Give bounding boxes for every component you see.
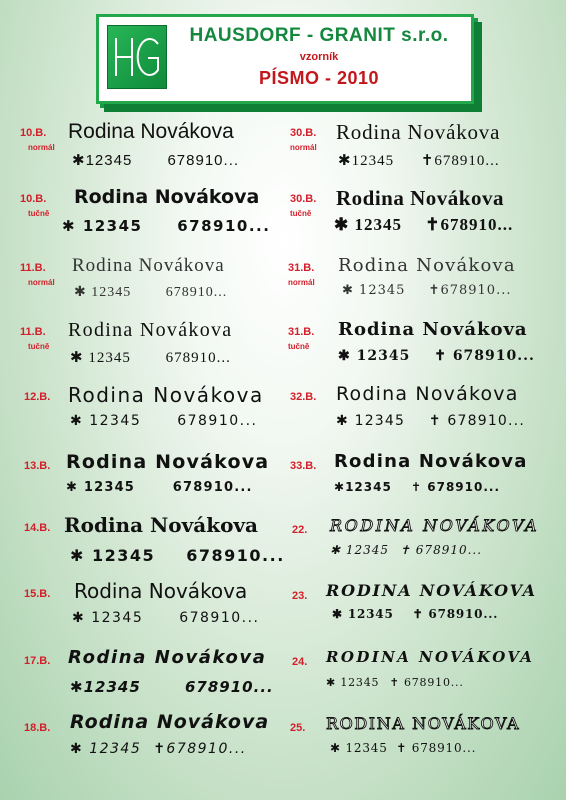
cross-icon: ✝ bbox=[153, 741, 167, 757]
company-name: HAUSDORF - GRANIT s.r.o. bbox=[189, 25, 449, 46]
sample-name: RODINA NOVÁKOVA bbox=[326, 581, 537, 600]
sample-dates bbox=[70, 741, 247, 757]
header-banner bbox=[96, 14, 474, 104]
birth-number: 12345 bbox=[345, 480, 392, 494]
birth-number: 12345 bbox=[91, 610, 144, 626]
death-number: 678910... bbox=[434, 153, 500, 169]
birth-star-icon: ✱ bbox=[342, 283, 354, 298]
font-code: 22. bbox=[292, 524, 308, 536]
sample-name: Rodina Novákova bbox=[68, 120, 234, 143]
sample-name: Rodina Novákova bbox=[66, 451, 270, 473]
birth-star-icon: ✱ bbox=[330, 543, 342, 557]
font-code: 15.B. bbox=[24, 588, 51, 600]
cross-icon: ✝ bbox=[428, 413, 442, 429]
birth-number: 12345 bbox=[351, 153, 395, 169]
font-code: 31.B. bbox=[288, 326, 315, 338]
birth-star-icon: ✱ bbox=[334, 480, 346, 494]
font-code: 25. bbox=[290, 722, 306, 734]
cross-icon: ✝ bbox=[425, 215, 441, 234]
birth-number: 12345 bbox=[89, 413, 142, 429]
font-code: 33.B. bbox=[290, 460, 317, 472]
birth-number: 12345 bbox=[82, 217, 143, 235]
font-code: 32.B. bbox=[290, 391, 317, 403]
font-code: 31.B. bbox=[288, 262, 315, 274]
sample-dates bbox=[74, 284, 227, 301]
birth-star-icon: ✱ bbox=[70, 741, 84, 757]
sample-dates bbox=[326, 676, 464, 689]
death-number: 678910... bbox=[440, 283, 512, 298]
sample-dates bbox=[70, 546, 285, 565]
birth-star-icon: ✱ bbox=[326, 676, 337, 689]
font-code: 24. bbox=[292, 656, 308, 668]
birth-number: 12345 bbox=[345, 741, 388, 755]
sample-name: Rodina Novákova bbox=[74, 579, 248, 603]
birth-number: 12345 bbox=[356, 348, 411, 364]
birth-number: 12345 bbox=[359, 283, 406, 298]
sample-dates bbox=[62, 217, 270, 235]
cross-icon: ✝ bbox=[428, 283, 441, 298]
death-number: 678910... bbox=[427, 480, 501, 494]
cross-icon: ✝ bbox=[389, 676, 400, 689]
font-weight-label: tučně bbox=[290, 209, 312, 218]
sample-name: Rodina Novákova bbox=[68, 319, 233, 341]
hg-logo-icon bbox=[110, 30, 164, 84]
birth-star-icon: ✱ bbox=[70, 546, 85, 565]
font-code: 10.B. bbox=[20, 193, 47, 205]
font-weight-label: normál bbox=[28, 278, 55, 287]
sample-name: Rodina Novákova bbox=[336, 186, 504, 210]
death-number: 678910... bbox=[179, 610, 260, 626]
birth-number: 12345 bbox=[89, 741, 142, 757]
sample-dates bbox=[334, 480, 500, 494]
sample-name: Rodina Novákova bbox=[70, 711, 270, 733]
birth-number: 12345 bbox=[91, 285, 132, 300]
sample-dates bbox=[330, 543, 482, 557]
sample-dates bbox=[334, 215, 513, 235]
font-code: 30.B. bbox=[290, 193, 317, 205]
font-code: 14.B. bbox=[24, 522, 51, 534]
birth-star-icon: ✱ bbox=[72, 152, 86, 169]
sample-name: Rodina Novákova bbox=[74, 186, 260, 208]
hg-logo bbox=[107, 25, 167, 89]
death-number: 678910... bbox=[165, 285, 228, 300]
death-number: 678910... bbox=[186, 546, 285, 565]
sample-dates bbox=[72, 151, 239, 169]
birth-star-icon: ✱ bbox=[334, 215, 350, 234]
cross-icon: ✝ bbox=[420, 153, 435, 169]
death-number: 678910... bbox=[411, 741, 477, 755]
sample-dates bbox=[332, 607, 498, 621]
sample-name: Rodina Novákova bbox=[334, 451, 528, 472]
sample-name: RODINA NOVÁKOVA bbox=[326, 648, 535, 666]
font-code: 17.B. bbox=[24, 655, 51, 667]
birth-star-icon: ✱ bbox=[74, 285, 87, 300]
birth-number: 12345 bbox=[88, 350, 131, 366]
death-number: 678910... bbox=[177, 217, 271, 235]
sample-name: Rodina Novákova bbox=[68, 383, 264, 407]
font-code: 11.B. bbox=[20, 326, 46, 338]
sample-dates bbox=[72, 610, 259, 626]
birth-number: 12345 bbox=[354, 413, 406, 429]
death-number: 678910... bbox=[415, 543, 483, 557]
font-code: 12.B. bbox=[24, 391, 51, 403]
font-code: 13.B. bbox=[24, 460, 51, 472]
birth-star-icon: ✱ bbox=[336, 413, 349, 429]
sample-dates bbox=[70, 678, 274, 696]
death-number: 678910... bbox=[440, 215, 514, 234]
birth-number: 12345 bbox=[354, 215, 402, 234]
birth-star-icon: ✱ bbox=[330, 741, 341, 755]
font-weight-label: tučně bbox=[28, 209, 50, 218]
sample-dates bbox=[336, 413, 525, 429]
sample-dates bbox=[70, 348, 231, 367]
birth-star-icon: ✱ bbox=[62, 217, 77, 235]
catalog-subtitle: vzorník bbox=[299, 51, 339, 63]
sample-dates bbox=[338, 348, 535, 364]
catalog-title: PÍSMO - 2010 bbox=[258, 68, 380, 88]
death-number: 678910... bbox=[172, 480, 253, 495]
font-weight-label: tučně bbox=[288, 342, 310, 351]
cross-icon: ✝ bbox=[434, 348, 447, 364]
death-number: 678910... bbox=[452, 348, 535, 364]
death-number: 678910... bbox=[165, 350, 231, 366]
sample-name: RODINA NOVÁKOVA bbox=[330, 516, 540, 535]
sample-name: Rodina Novákova bbox=[336, 120, 501, 144]
sample-name: RODINA NOVÁKOVA bbox=[326, 714, 521, 733]
font-weight-label: normál bbox=[28, 143, 55, 152]
font-weight-label: tučně bbox=[28, 342, 50, 351]
font-code: 11.B. bbox=[20, 262, 46, 274]
cross-icon: ✝ bbox=[412, 607, 424, 621]
birth-number: 12345 bbox=[85, 152, 133, 169]
birth-star-icon: ✱ bbox=[66, 480, 79, 495]
birth-star-icon: ✱ bbox=[338, 153, 352, 169]
death-number: 678910... bbox=[166, 741, 247, 757]
font-code: 10.B. bbox=[20, 127, 47, 139]
birth-number: 12345 bbox=[83, 678, 141, 696]
sample-dates bbox=[70, 413, 257, 429]
birth-star-icon: ✱ bbox=[72, 610, 86, 626]
sample-name: Rodina Novákova bbox=[72, 255, 225, 276]
font-weight-label: normál bbox=[290, 143, 317, 152]
cross-icon: ✝ bbox=[411, 480, 423, 494]
font-code: 23. bbox=[292, 590, 308, 602]
sample-name: Rodina Novákova bbox=[64, 513, 258, 537]
death-number: 678910... bbox=[177, 413, 258, 429]
birth-number: 12345 bbox=[91, 546, 156, 565]
birth-number: 12345 bbox=[345, 543, 390, 557]
font-code: 30.B. bbox=[290, 127, 317, 139]
sample-dates bbox=[330, 741, 476, 755]
birth-number: 12345 bbox=[340, 676, 380, 689]
sample-name: Rodina Novákova bbox=[338, 319, 528, 340]
birth-star-icon: ✱ bbox=[332, 607, 343, 621]
sample-dates bbox=[338, 151, 500, 170]
sample-name: Rodina Novákova bbox=[336, 383, 519, 405]
birth-star-icon: ✱ bbox=[70, 413, 84, 429]
font-code: 18.B. bbox=[24, 722, 51, 734]
cross-icon: ✝ bbox=[399, 543, 411, 557]
sample-dates bbox=[342, 283, 511, 298]
death-number: 678910... bbox=[428, 607, 499, 621]
cross-icon: ✝ bbox=[396, 741, 408, 755]
death-number: 678910... bbox=[447, 413, 525, 429]
birth-star-icon: ✱ bbox=[70, 350, 84, 366]
font-weight-label: normál bbox=[288, 278, 315, 287]
death-number: 678910... bbox=[167, 152, 240, 169]
death-number: 678910... bbox=[185, 678, 274, 696]
death-number: 678910... bbox=[403, 676, 464, 689]
sample-name: Rodina Novákova bbox=[68, 647, 267, 668]
birth-number: 12345 bbox=[347, 607, 394, 621]
sample-name: Rodina Novákova bbox=[338, 255, 516, 276]
birth-star-icon: ✱ bbox=[338, 348, 351, 364]
sample-dates bbox=[66, 480, 253, 495]
birth-number: 12345 bbox=[83, 480, 136, 495]
birth-star-icon: ✱ bbox=[70, 678, 84, 696]
